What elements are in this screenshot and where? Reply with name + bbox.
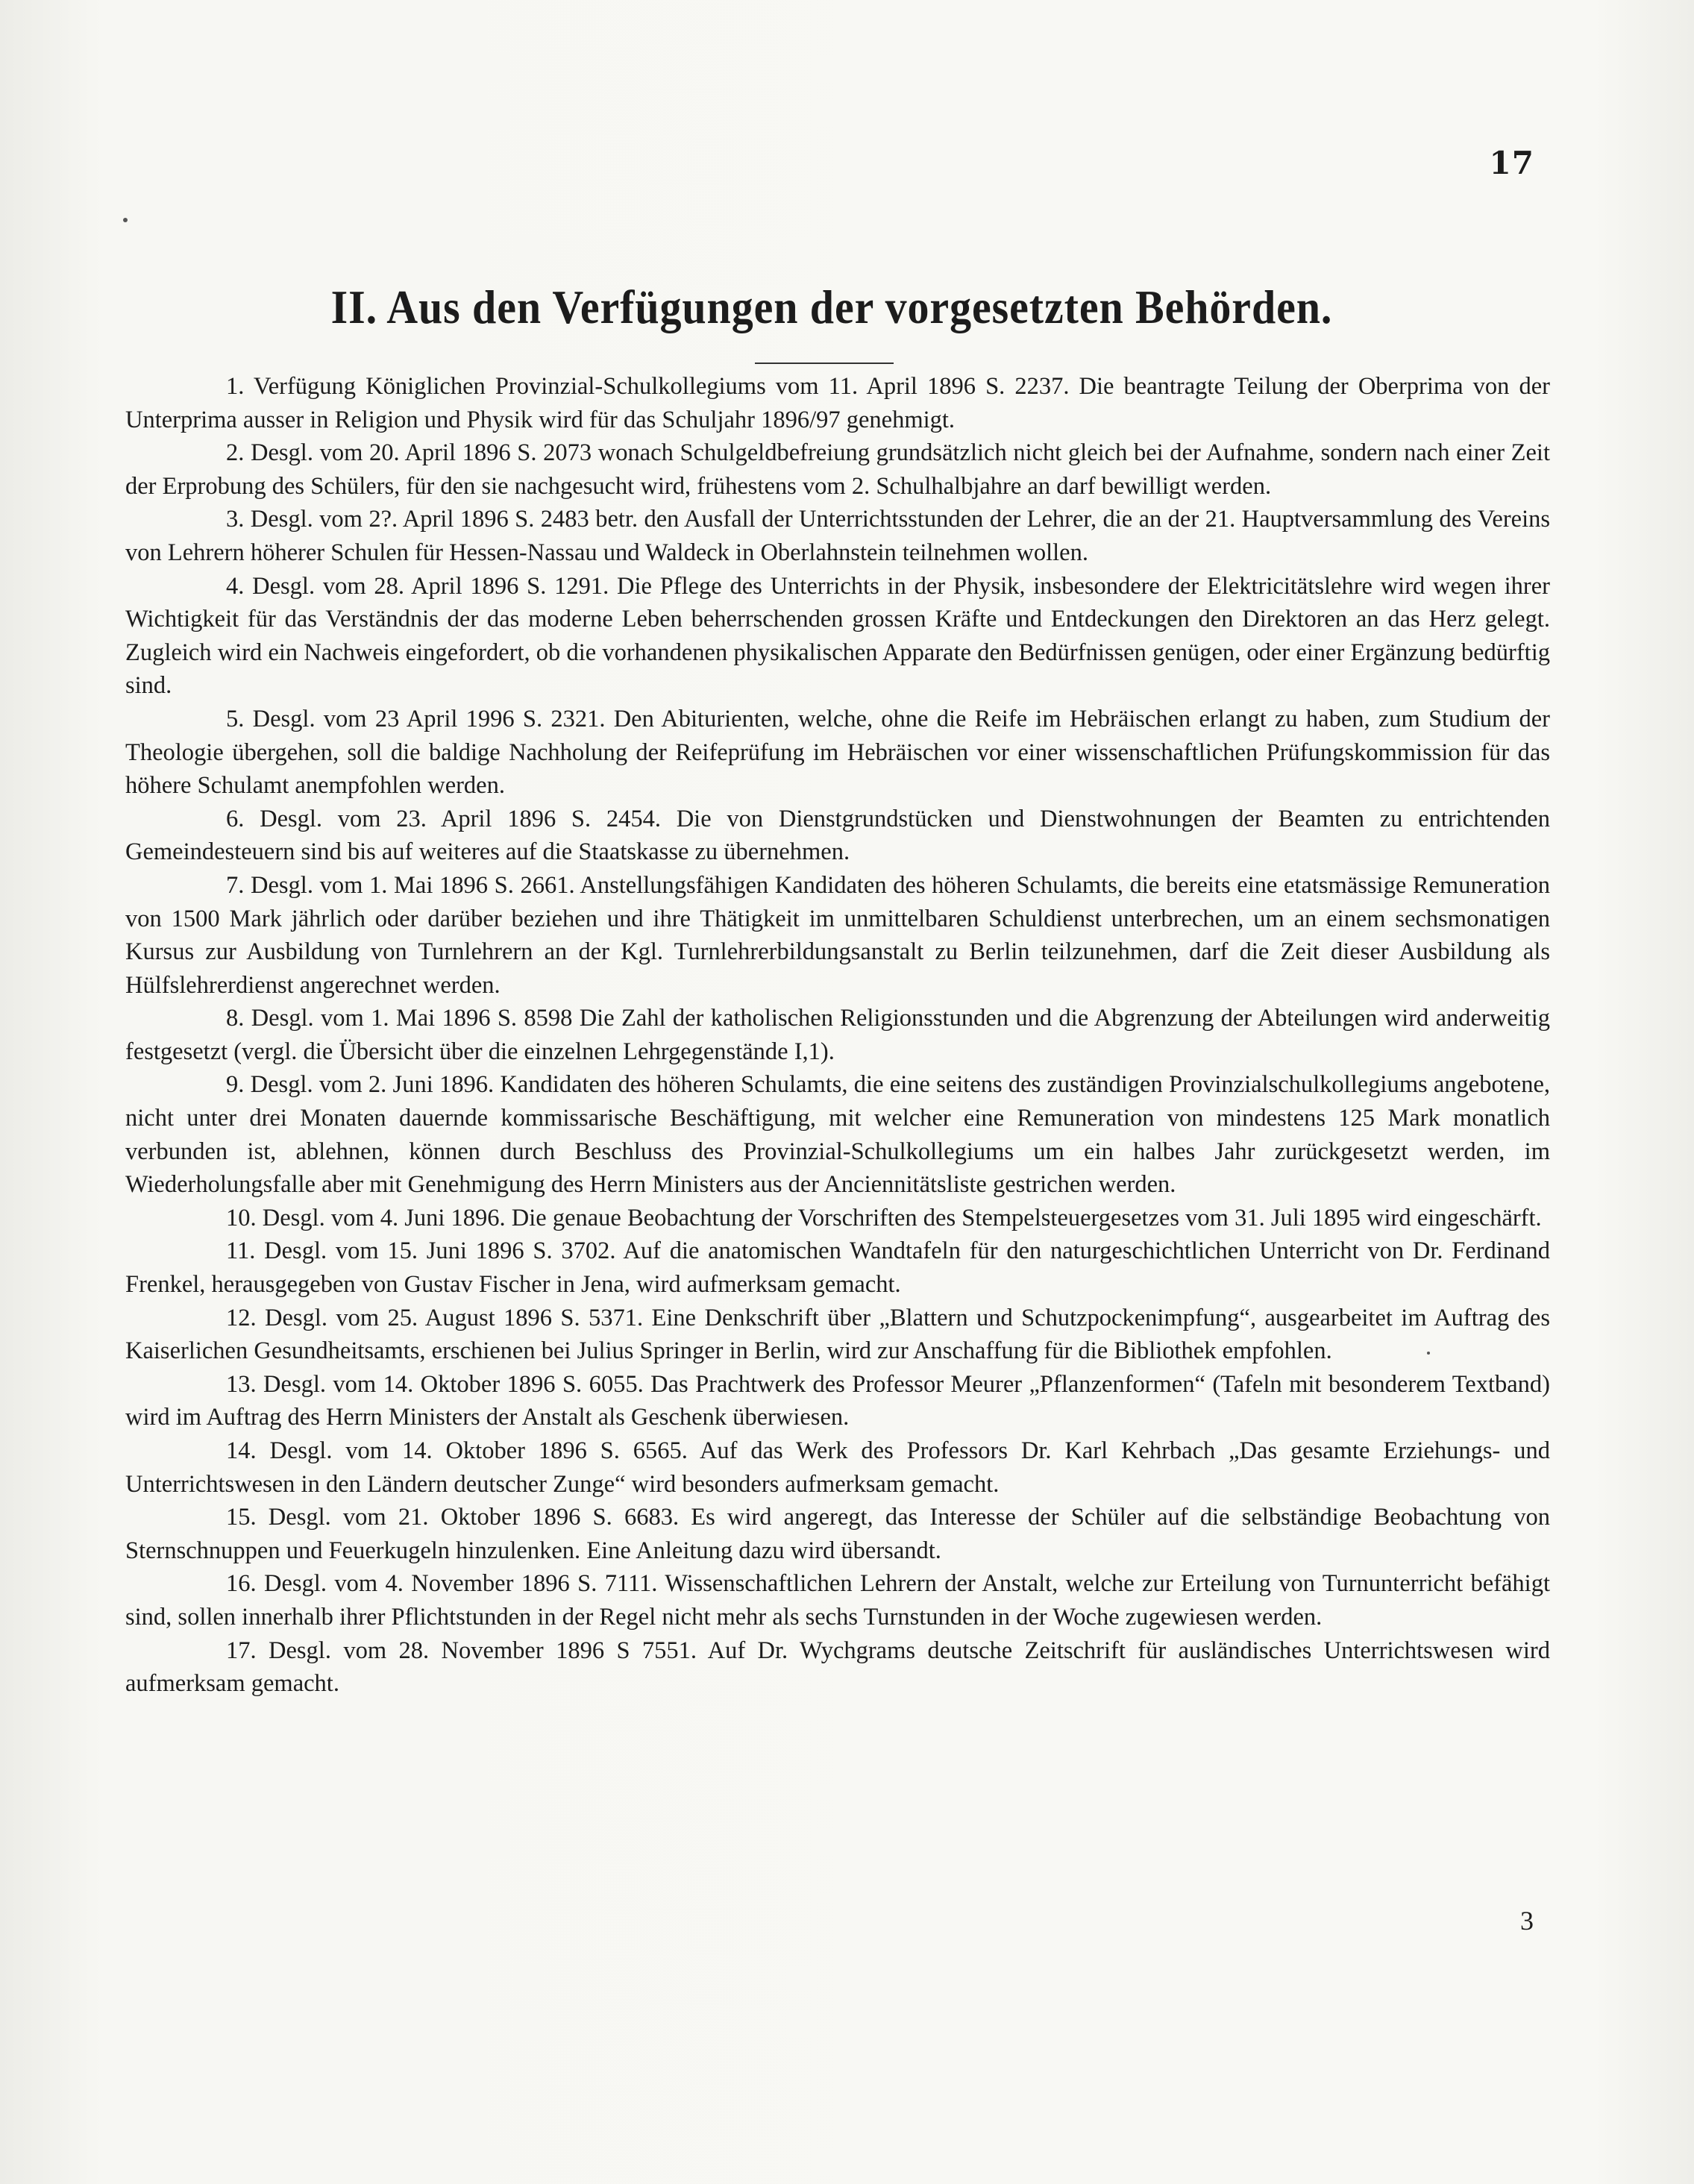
decree-entry-13: 13. Desgl. vom 14. Oktober 1896 S. 6055. Das Prachtwerk des Professor Meurer „Pflanzenformen“ (Tafeln mit besonderem Textband) wird im Auftrag des Herrn Ministers der Anstalt als Geschenk überwiesen.: [125, 1370, 1550, 1431]
decree-entry-6: 6. Desgl. vom 23. April 1896 S. 2454. Die von Dienstgrundstücken und Dienstwohnungen der Beamten zu entrichtenden Gemeindesteuern sind bis auf weiteres auf die Staatskasse zu übernehmen.: [125, 805, 1550, 866]
decree-entry-11: 11. Desgl. vom 15. Juni 1896 S. 3702. Auf die anatomischen Wandtafeln für den naturgeschichtlichen Unterricht von Dr. Ferdinand Frenkel, herausgegeben von Gustav Fischer in Jena, wird aufmerksam gemacht.: [125, 1237, 1550, 1299]
decree-entry-2: 2. Desgl. vom 20. April 1896 S. 2073 wonach Schulgeldbefreiung grundsätzlich nicht gleich bei der Aufnahme, sondern nach einer Zeit der Erprobung des Schülers, für den sie nachgesucht wird, frühestens vom 2. Schulhalbjahre an darf bewilligt werden.: [125, 439, 1550, 500]
decree-entry-7: 7. Desgl. vom 1. Mai 1896 S. 2661. Anstellungsfähigen Kandidaten des höheren Schulamts, die bereits eine etatsmässige Remuneration von 1500 Mark jährlich oder darüber beziehen und ihre Thätigkeit im unmittelbaren Schuldienst unterbrechen, um an einem sechsmonatigen Kursus zur Ausbildung von Turnlehrern an der Kgl. Turnlehrerbildungsanstalt zu Berlin teilzunehmen, darf die Zeit dieser Ausbildung als Hülfslehrerdienst angerechnet werden.: [125, 871, 1550, 999]
decree-entry-9: 9. Desgl. vom 2. Juni 1896. Kandidaten des höheren Schulamts, die eine seitens des zuständigen Provinzialschulkollegiums angebotene, nicht unter drei Monaten dauernde kommissarische Beschäftigung, mit welcher eine Remuneration von mindestens 125 Mark monatlich verbunden ist, ablehnen, können durch Beschluss des Provinzial-Schulkollegiums um ein halbes Jahr zurückgesetzt werden, im Wiederholungsfalle aber mit Genehmigung des Herrn Ministers aus der Anciennitätsliste gestrichen werden.: [125, 1071, 1550, 1199]
decree-entry-3: 3. Desgl. vom 2?. April 1896 S. 2483 betr. den Ausfall der Unterrichtsstunden der Lehrer, die an der 21. Hauptversammlung des Vereins von Lehrern höherer Schulen für Hessen-Nassau und Waldeck in Oberlahnstein teilnehmen wollen.: [125, 506, 1550, 566]
decree-entry-1: 1. Verfügung Königlichen Provinzial-Schulkollegiums vom 11. April 1896 S. 2237. Die beantragte Teilung der Oberprima von der Unterprima ausser in Religion und Physik wird für das Schuljahr 1896/97 genehmigt.: [125, 373, 1550, 433]
title-divider: [755, 363, 894, 364]
decree-entry-16: 16. Desgl. vom 4. November 1896 S. 7111. Wissenschaftlichen Lehrern der Anstalt, welche zur Erteilung von Turnunterricht befähigt sind, sollen innerhalb ihrer Pflichtstunden in der Regel nicht mehr als sechs Turnstunden in der Woche zugewiesen werden.: [125, 1570, 1550, 1631]
page-number: 17: [1489, 145, 1534, 181]
scan-speck: [1427, 1352, 1430, 1355]
decree-list: [125, 370, 1550, 1701]
decree-entry-14: 14. Desgl. vom 14. Oktober 1896 S. 6565. Auf das Werk des Professors Dr. Karl Kehrbach „Das gesamte Erziehungs- und Unterrichtswesen in den Ländern deutscher Zunge“ wird besonders aufmerksam gemacht.: [125, 1437, 1550, 1498]
decree-entry-5: 5. Desgl. vom 23 April 1996 S. 2321. Den Abiturienten, welche, ohne die Reife im Hebräischen erlangt zu haben, zum Studium der Theologie übergehen, soll die baldige Nachholung der Reifeprüfung im Hebräischen vor einer wissenschaftlichen Prüfungskommission für das höhere Schulamt anempfohlen werden.: [125, 705, 1550, 800]
decree-entry-10: 10. Desgl. vom 4. Juni 1896. Die genaue Beobachtung der Vorschriften des Stempelsteuergesetzes vom 31. Juli 1895 wird eingeschärft.: [226, 1204, 1542, 1231]
decree-entry-4: 4. Desgl. vom 28. April 1896 S. 1291. Die Pflege des Unterrichts in der Physik, insbesondere der Elektricitätslehre wird wegen ihrer Wichtigkeit für das Verständnis der das moderne Leben beherrschenden grossen Kräfte und Entdeckungen den Direktoren an das Herz gelegt. Zugleich wird ein Nachweis eingefordert, ob die vorhandenen physikalischen Apparate den Bedürfnissen genügen, oder einer Ergänzung bedürftig sind.: [125, 572, 1550, 700]
scan-speck: [123, 218, 128, 222]
decree-entry-12: 12. Desgl. vom 25. August 1896 S. 5371. Eine Denkschrift über „Blattern und Schutzpockenimpfung“, ausgearbeitet im Auftrag des Kaiserlichen Gesundheitsamts, erschienen bei Julius Springer in Berlin, wird zur Anschaffung für die Bibliothek empfohlen.: [125, 1304, 1550, 1365]
decree-entry-17: 17. Desgl. vom 28. November 1896 S 7551. Auf Dr. Wychgrams deutsche Zeitschrift für ausländisches Unterrichtswesen wird aufmerksam gemacht.: [125, 1637, 1550, 1698]
section-title: II. Aus den Verfügungen der vorgesetzten Behörden.: [330, 281, 1333, 333]
decree-entry-8: 8. Desgl. vom 1. Mai 1896 S. 8598 Die Zahl der katholischen Religionsstunden und die Abgrenzung der Abteilungen wird anderweitig festgesetzt (vergl. die Übersicht über die einzelnen Lehrgegenstände I,1).: [125, 1005, 1550, 1065]
decree-entry-15: 15. Desgl. vom 21. Oktober 1896 S. 6683. Es wird angeregt, das Interesse der Schüler auf die selbständige Beobachtung von Sternschnuppen und Feuerkugeln hinzulenken. Eine Anleitung dazu wird übersandt.: [125, 1504, 1550, 1564]
signature-mark: 3: [1520, 1906, 1534, 1936]
